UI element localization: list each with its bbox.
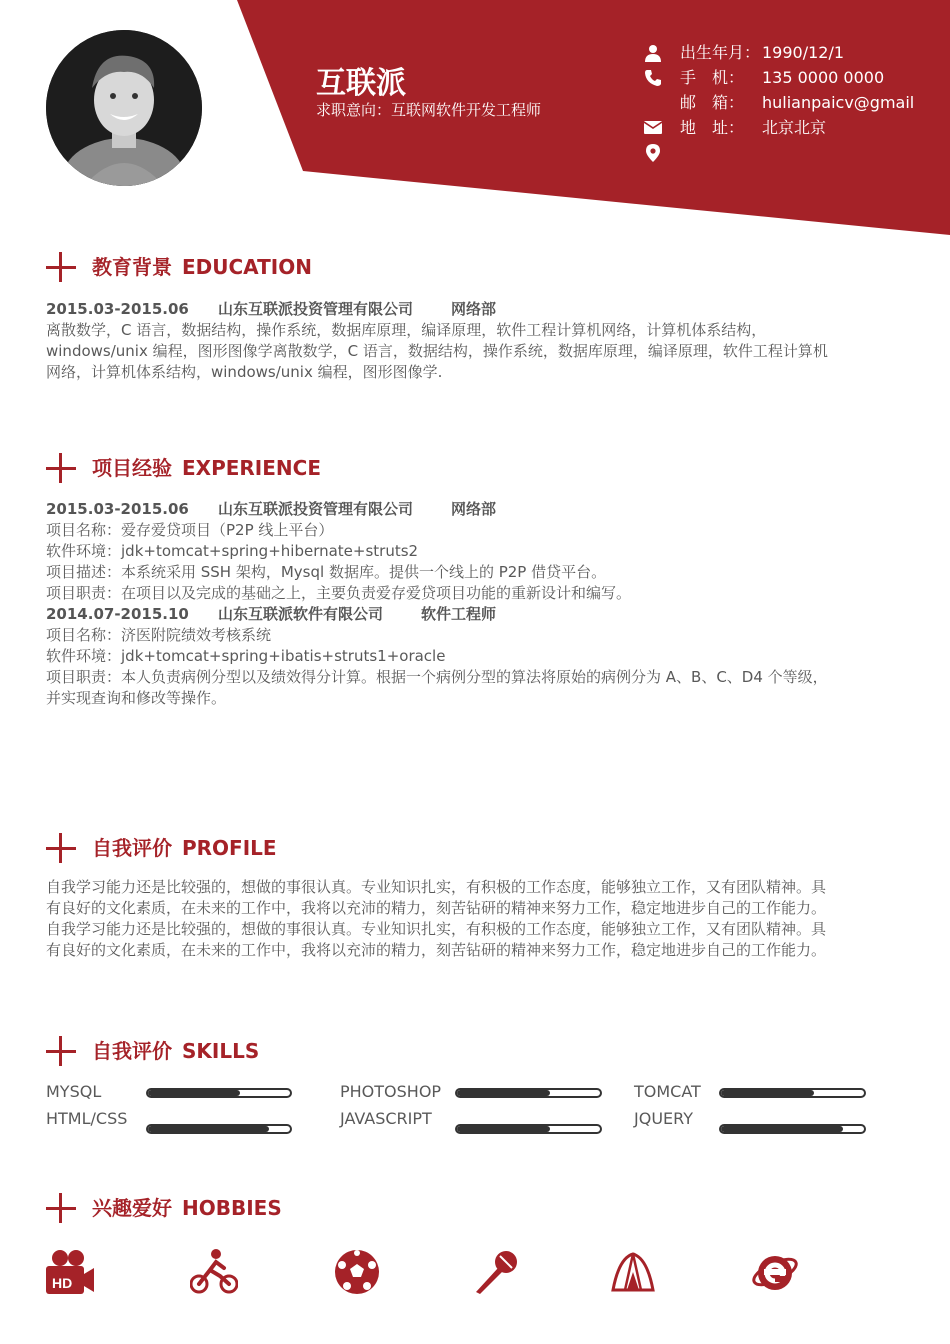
profile-line: 有良好的文化素质，在未来的工作中，我将以充沛的精力，刻苦钻研的精神来努力工作，稳定地进步自己的工作能力。 — [46, 899, 827, 917]
skill-bar — [719, 1124, 866, 1134]
edu-date: 2015.03-2015.06 — [46, 300, 189, 318]
skill-bar — [455, 1088, 602, 1098]
plus-icon — [46, 453, 76, 483]
profile-line: 自我学习能力还是比较强的，想做的事很认真。专业知识扎实，有积极的工作态度，能够独立工作，又有团队精神。具 — [46, 920, 827, 938]
job-date: 2015.03-2015.06 — [46, 500, 189, 518]
skill-bar-fill — [148, 1126, 269, 1132]
candidate-name: 互联派 — [316, 66, 406, 101]
phone-icon — [644, 69, 662, 87]
mail-icon — [644, 118, 662, 136]
experience-body — [46, 499, 876, 709]
skill-bar-fill — [721, 1090, 814, 1096]
plus-icon — [46, 1036, 76, 1066]
job-intent: 求职意向：互联网软件开发工程师 — [316, 101, 542, 119]
skill-bar — [146, 1088, 292, 1098]
skill-bar-fill — [457, 1090, 550, 1096]
internet-explorer-icon — [751, 1248, 799, 1296]
contact-value: 北京北京 — [762, 118, 827, 137]
job-dept: 网络部 — [451, 500, 497, 518]
job-line: 项目描述：本系统采用 SSH 架构，Mysql 数据库。提供一个线上的 P2P 借贷平台。 — [46, 563, 607, 581]
skill-bar — [146, 1124, 292, 1134]
job-line: 项目名称：济医附院绩效考核系统 — [46, 626, 272, 644]
edu-line: windows/unix 编程，图形图像学离散数学，C 语言，数据结构，操作系统，数据库原理，编译原理，软件工程计算机 — [46, 342, 828, 360]
job-line: 软件环境：jdk+tomcat+spring+ibatis+struts1+oracle — [46, 647, 446, 665]
section-title-cn: 自我评价 — [92, 836, 172, 860]
section-title-cn: 教育背景 — [92, 255, 172, 279]
svg-text:HD: HD — [52, 1275, 73, 1291]
person-icon — [644, 44, 662, 62]
plus-icon — [46, 252, 76, 282]
job-company: 山东互联派软件有限公司 — [218, 605, 384, 623]
education-body — [46, 299, 876, 383]
edu-line: 离散数学，C 语言，数据结构，操作系统，数据库原理，编译原理，软件工程计算机网络，计算机体系结构， — [46, 321, 767, 339]
cycling-icon — [190, 1248, 238, 1296]
skill-bar-fill — [457, 1126, 550, 1132]
section-title-cn: 项目经验 — [92, 456, 172, 480]
skill-label: HTML/CSS — [46, 1109, 128, 1128]
job-line: 项目名称：爱存爱贷项目（P2P 线上平台） — [46, 521, 334, 539]
contact-value: hulianpaicv@gmail — [762, 93, 915, 112]
section-title-en: HOBBIES — [182, 1196, 282, 1220]
job-company: 山东互联派投资管理有限公司 — [218, 500, 414, 518]
contact-value: 135 0000 0000 — [762, 68, 885, 87]
job-line: 软件环境：jdk+tomcat+spring+hibernate+struts2 — [46, 542, 419, 560]
job-dept: 软件工程师 — [421, 605, 497, 623]
edu-line: 网络，计算机体系结构，windows/unix 编程，图形图像学. — [46, 363, 443, 381]
section-title-cn: 兴趣爱好 — [92, 1196, 172, 1220]
section-title-en: EDUCATION — [182, 255, 312, 279]
section-title-en: SKILLS — [182, 1039, 260, 1063]
soccer-ball-icon — [333, 1248, 381, 1296]
skill-label: PHOTOSHOP — [340, 1082, 442, 1101]
section-title-en: EXPERIENCE — [182, 456, 321, 480]
section-title-cn: 自我评价 — [92, 1039, 172, 1063]
contact-label: 地 址： — [680, 118, 745, 137]
microphone-icon — [472, 1248, 520, 1296]
skill-bar-fill — [148, 1090, 240, 1096]
plus-icon — [46, 833, 76, 863]
section-title-en: PROFILE — [182, 836, 277, 860]
contact-value: 1990/12/1 — [762, 43, 845, 62]
skill-bar — [719, 1088, 866, 1098]
profile-line: 有良好的文化素质，在未来的工作中，我将以充沛的精力，刻苦钻研的精神来努力工作，稳定地进步自己的工作能力。 — [46, 941, 827, 959]
skill-label: MYSQL — [46, 1082, 102, 1101]
contact-label: 出生年月： — [680, 43, 761, 62]
skill-label: JQUERY — [634, 1109, 693, 1128]
edu-company: 山东互联派投资管理有限公司 — [218, 300, 414, 318]
profile-line: 自我学习能力还是比较强的，想做的事很认真。专业知识扎实，有积极的工作态度，能够独立工作，又有团队精神。具 — [46, 878, 827, 896]
skill-label: TOMCAT — [634, 1082, 701, 1101]
job-line: 并实现查询和修改等操作。 — [46, 689, 227, 707]
profile-body — [46, 877, 876, 961]
job-line: 项目职责：本人负责病例分型以及绩效得分计算。根据一个病例分型的算法将原始的病例分为 A、B、C、D4 个等级， — [46, 668, 828, 686]
tent-icon — [609, 1248, 657, 1296]
edu-dept: 网络部 — [451, 300, 497, 318]
skill-bar-fill — [721, 1126, 843, 1132]
contact-label: 手 机： — [680, 68, 745, 87]
skill-label: JAVASCRIPT — [340, 1109, 432, 1128]
plus-icon — [46, 1193, 76, 1223]
job-line: 项目职责：在项目以及完成的基础之上，主要负责爱存爱贷项目功能的重新设计和编写。 — [46, 584, 632, 602]
video-camera-icon — [46, 1248, 94, 1296]
location-icon — [644, 144, 662, 162]
job-date: 2014.07-2015.10 — [46, 605, 189, 623]
skill-bar — [455, 1124, 602, 1134]
avatar — [46, 30, 202, 186]
contact-label: 邮 箱： — [680, 93, 745, 112]
